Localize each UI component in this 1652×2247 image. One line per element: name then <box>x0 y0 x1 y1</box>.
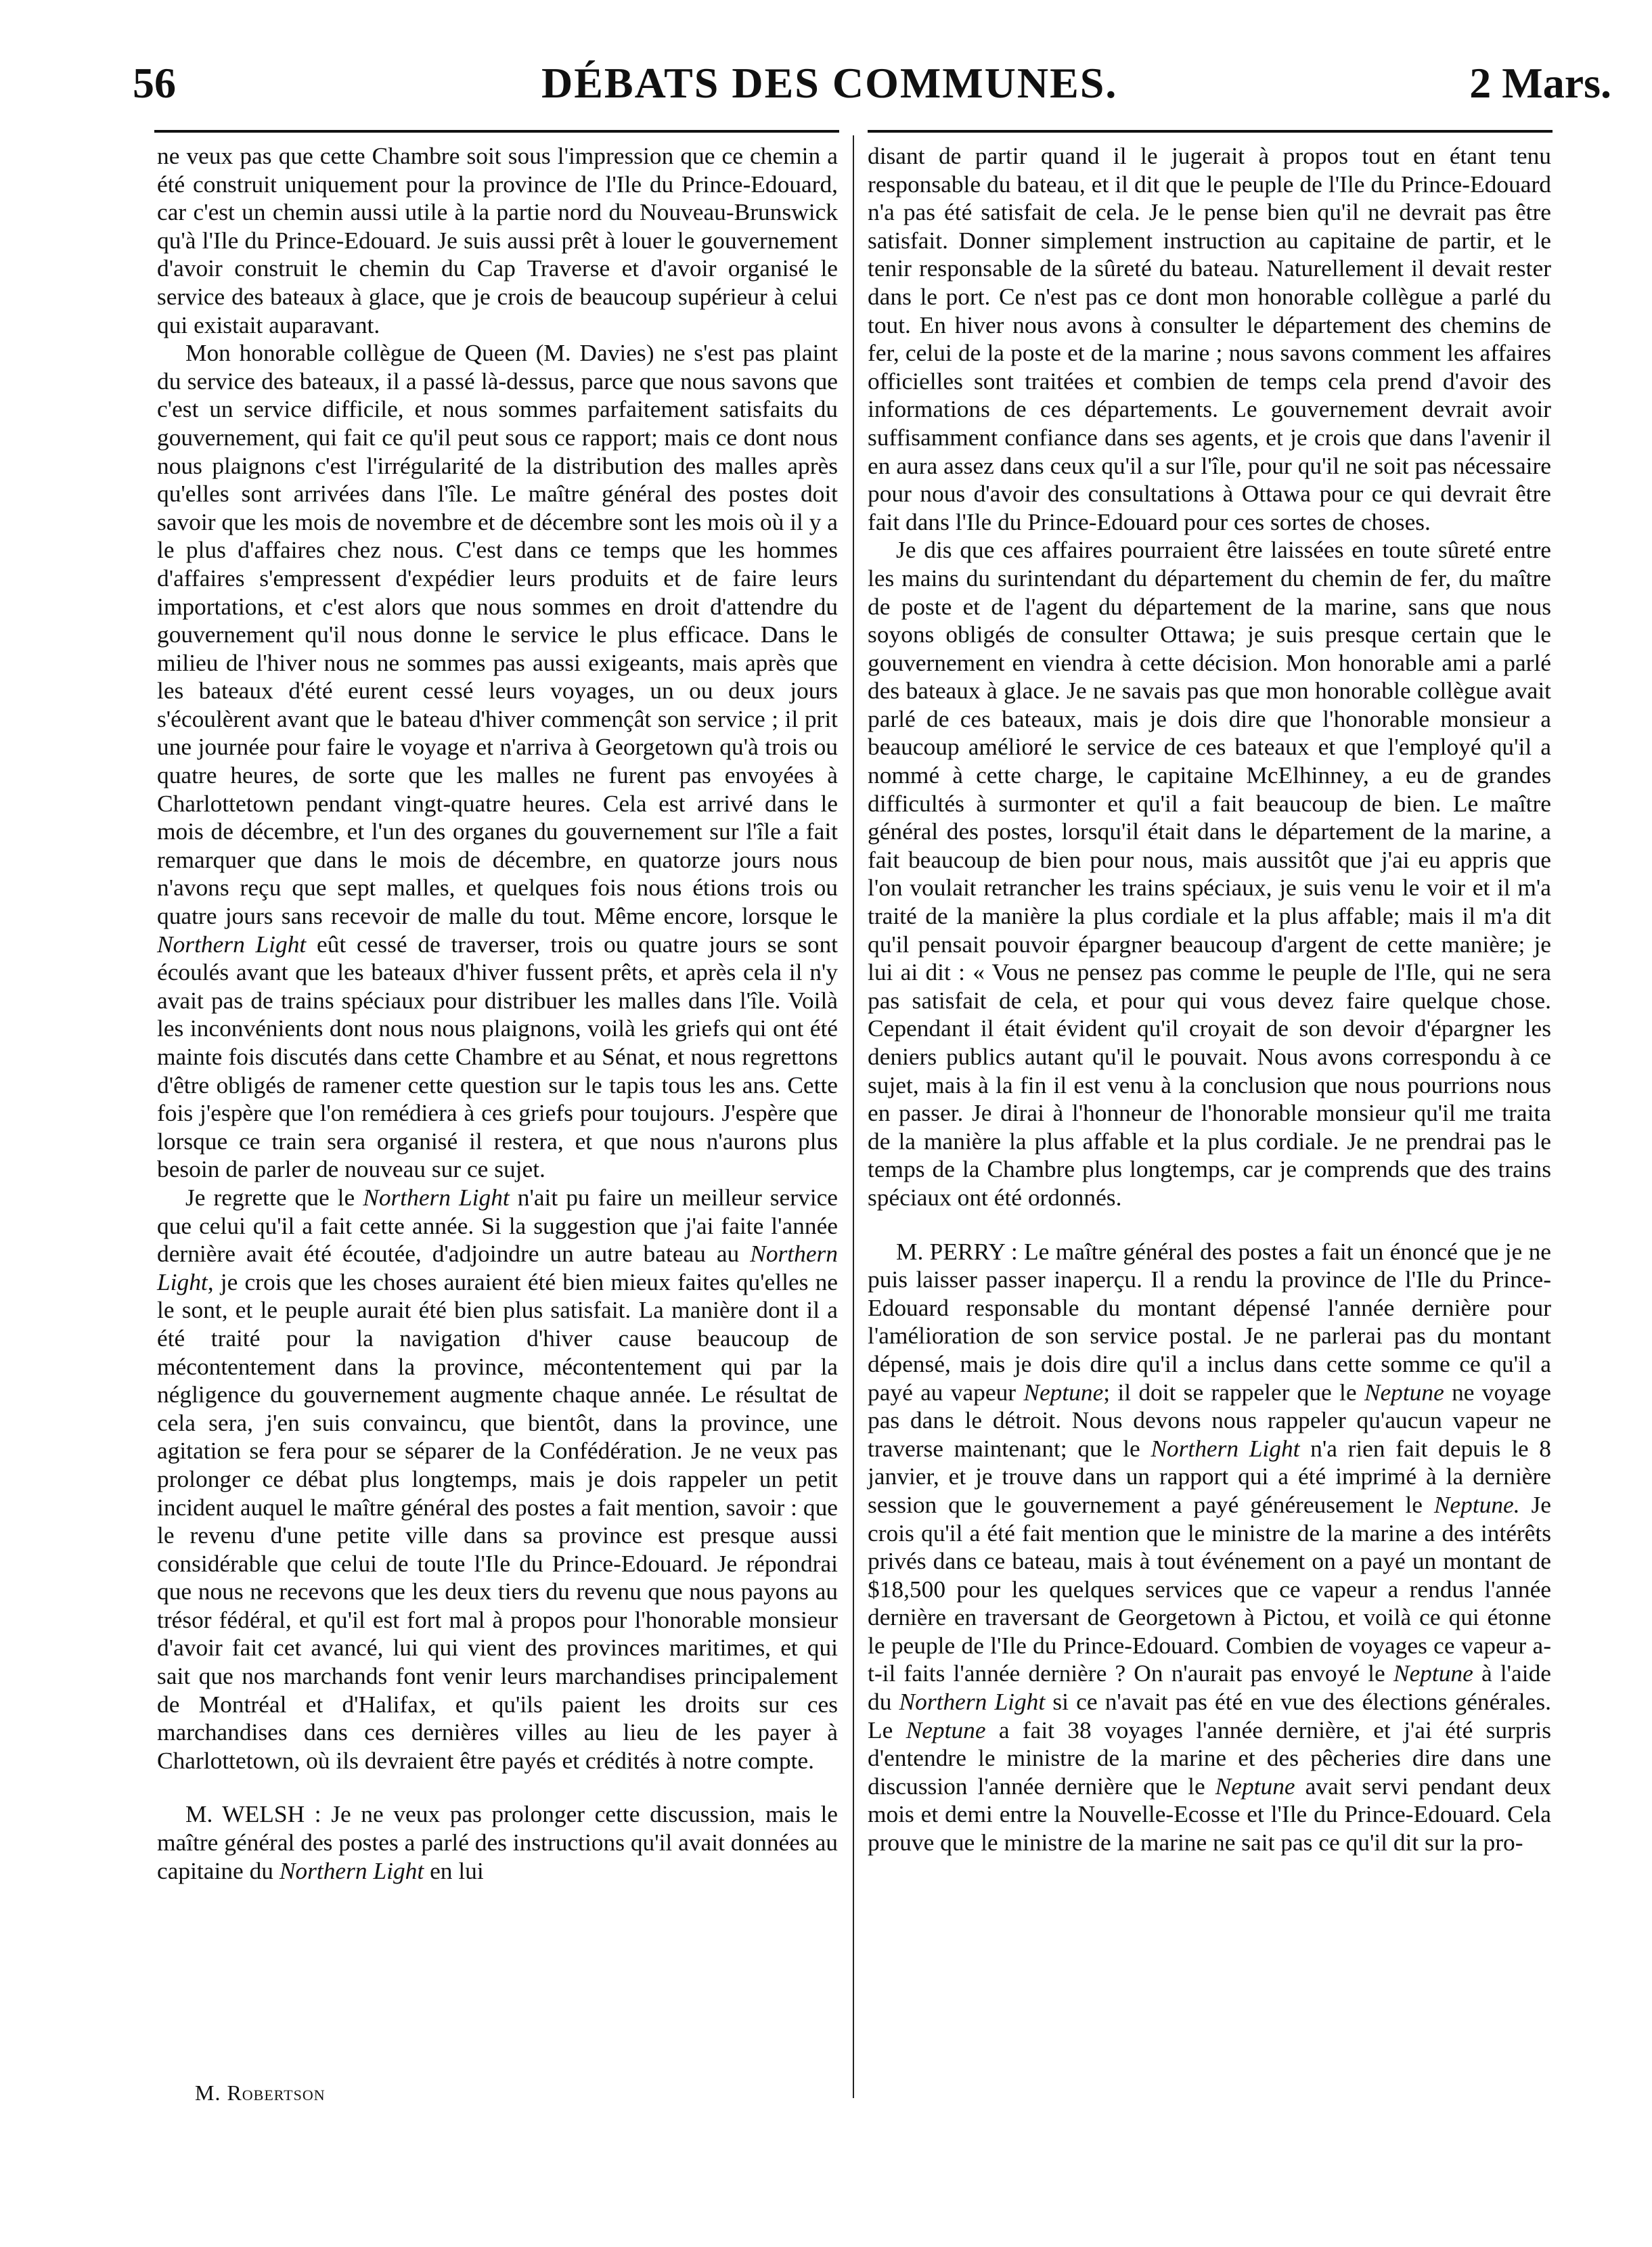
paragraph: ne veux pas que cette Chambre soit sous l'impression que ce chemin a été construit uniquement pour la province de l'Ile du Prince-Edouard, car c'est un chemin aussi utile à la partie nord du Nouveau-Brunswick qu'à l'Ile du Prince-Edouard. Je suis aussi prêt à louer le gouvernement d'avoir construit le chemin du Cap Traverse et d'avoir organisé le service des bateaux à glace, que je crois de beaucoup supérieur à celui qui existait auparavant. <box>157 142 838 338</box>
left-column <box>157 142 838 1885</box>
column-divider <box>853 135 854 2098</box>
page-date: 2 Mars. <box>1469 59 1611 107</box>
paragraph: Je dis que ces affaires pourraient être laissées en toute sûreté entre les mains du surintendant du département du chemin de fer, du maître de poste et de l'agent du département de la marine, sans que nous soyons obligés de consulter Ottawa; je suis presque certain que le gouvernement en viendra à cette décision. Mon honorable ami a parlé des bateaux à glace. Je ne savais pas que mon honorable collègue avait parlé de ces bateaux, mais je dois dire que l'honorable monsieur a beaucoup amélioré le service de ces bateaux et que l'employé qu'il a nommé à cette charge, le capitaine McElhinney, a eu de grandes difficultés à surmonter et qu'il a fait beaucoup de bien. Le maître général des postes, lorsqu'il était dans le département de la marine, a fait beaucoup de bien pour nous, mais aussitôt que j'ai eu appris que l'on voulait retrancher les trains spéciaux, je suis venu le voir et il m'a traité de la manière la plus cordiale et la plus affable; mais il m'a dit qu'il pensait pouvoir épargner beaucoup d'argent de cette manière; je lui ai dit : « Vous ne pensez pas comme le peuple de l'Ile, qui ne sera pas satisfait de cela, et pour qui vous devez faire quelque chose. Cependant il était évident qu'il croyait de son devoir d'épargner les deniers publics autant qu'il le pouvait. Nous avons correspondu à ce sujet, mais à la fin il est venu à la conclusion que nous pourrions nous en passer. Je dirai à l'honneur de l'honorable monsieur qu'il me traita de la manière la plus affable et la plus cordiale. Je ne prendrai pas le temps de la Chambre plus longtemps, car je comprends que des trains spéciaux ont été ordonnés. <box>868 536 1551 1211</box>
header-rule-left <box>154 130 839 133</box>
speaker-name: M. WELSH : <box>185 1800 321 1828</box>
page-number: 56 <box>133 59 176 107</box>
header-rule-right <box>868 130 1553 133</box>
paragraph: disant de partir quand il le jugerait à propos tout en étant tenu responsable du bateau, et il dit que le peuple de l'Ile du Prince-Edouard n'a pas été satisfait de cela. Je le pense bien qu'il ne devrait pas être satisfait. Donner simplement instruction au capitaine de partir, et le tenir responsable de la sûreté du bateau. Naturellement il devait rester dans le port. Ce n'est pas ce dont mon honorable collègue a parlé du tout. En hiver nous avons à consulter le département des chemins de fer, celui de la poste et de la marine ; nous savons comment les affaires officielles sont traitées et combien de temps cela prend d'avoir des informations de ces départements. Le gouvernement devrait avoir suffisamment confiance dans ses agents, et je crois que dans l'avenir il en aura assez dans ceux qu'il a sur l'île, pour qu'il ne soit pas nécessaire pour nous d'avoir des consultations à Ottawa pour ce qui devrait être fait dans l'Ile du Prince-Edouard pour ces sortes de choses. <box>868 142 1551 535</box>
speaker-name: M. PERRY : <box>896 1237 1018 1265</box>
paragraph-perry: M. PERRY : Le maître général des postes a fait un énoncé que je ne puis laisser passer inaperçu. Il a rendu la province de l'Ile du Prince-Edouard responsable du montant dépensé l'année dernière pour l'amélioration de son service postal. Je ne parlerai pas du montant dépensé, mais je dois dire qu'il a inclus dans cette somme ce qu'il a payé au vapeur Neptune; il doit se rappeler que le Neptune ne voyage pas dans le détroit. Nous devons nous rappeler qu'aucun vapeur ne traverse maintenant; que le Northern Light n'a rien fait depuis le 8 janvier, et je trouve dans un rapport qui a été imprimé à la dernière session que le gouvernement a payé généreusement le Neptune. Je crois qu'il a été fait mention que le ministre de la marine a des intérêts privés dans ce bateau, mais à tout événement on a payé un montant de $18,500 pour les quelques services que ce vapeur a rendus l'année dernière en traversant de Georgetown à Pictou, et voilà ce qui étonne le peuple de l'Ile du Prince-Edouard. Combien de voyages ce vapeur a-t-il faits l'année dernière ? On n'aurait pas envoyé le Neptune à l'aide du Northern Light si ce n'avait pas été en vue des élections générales. Le Neptune a fait 38 voyages l'année dernière, et j'ai été surpris d'entendre le ministre de la marine et des pêcheries dire dans une discussion l'année dernière que le Neptune avait servi pendant deux mois et demi entre la Nouvelle-Ecosse et l'Ile du Prince-Edouard. Cela prouve que le ministre de la marine ne sait pas ce qu'il dit sur la pro- <box>868 1237 1551 1856</box>
paragraph: Je regrette que le Northern Light n'ait pu faire un meilleur service que celui qu'il a fait cette année. Si la suggestion que j'ai faite l'année dernière avait été écoutée, d'adjoindre un autre bateau au Northern Light, je crois que les choses auraient été bien mieux faites qu'elles ne le sont, et le peuple aurait été bien plus satisfait. La manière dont il a été traité pour la navigation d'hiver cause beaucoup de mécontentement dans la province, mécontentement qui par la négligence du gouvernement augmente chaque année. Le résultat de cela sera, j'en suis convaincu, que bientôt, dans la province, une agitation se fera pour se séparer de la Confédération. Je ne veux pas prolonger ce débat plus longtemps, mais je dois rappeler un petit incident auquel le maître général des postes a fait mention, savoir : que le revenu d'une petite ville dans sa province est presque aussi considérable que celui de toute l'Ile du Prince-Edouard. Je répondrai que nous ne recevons que les deux tiers du revenu que nous payons au trésor fédéral, et qu'il est fort mal à propos pour l'honorable monsieur d'avoir fait cet avancé, lui qui vient des provinces maritimes, et qui sait que nos marchands font venir leurs marchandises principalement de Montréal et d'Halifax, et qu'ils paient les droits sur ces marchandises dans ces dernières villes au lieu de les payer à Charlottetown, où ils devraient être payés et crédités à notre compte. <box>157 1183 838 1774</box>
paragraph-welsh: M. WELSH : Je ne veux pas prolonger cette discussion, mais le maître général des postes a parlé des instructions qu'il avait données au capitaine du Northern Light en lui <box>157 1800 838 1884</box>
footer-signature: M. Robertson <box>195 2081 326 2105</box>
page-title: DÉBATS DES COMMUNES. <box>541 59 1118 107</box>
paragraph: Mon honorable collègue de Queen (M. Davies) ne s'est pas plaint du service des bateaux, il a passé là-dessus, parce que nous savons que c'est un service difficile, et nous sommes parfaitement satisfaits du gouvernement, qui fait ce qu'il peut sous ce rapport; mais ce dont nous nous plaignons c'est l'irrégularité de la distribution des malles après qu'elles sont arrivées dans l'île. Le maître général des postes doit savoir que les mois de novembre et de décembre sont les mois où il y a le plus d'affaires chez nous. C'est dans ce temps que les hommes d'affaires s'empressent d'expédier leurs produits et de faire leurs importations, et c'est alors que nous sommes en droit d'attendre du gouvernement qu'il nous donne le service le plus efficace. Dans le milieu de l'hiver nous ne sommes pas aussi exigeants, mais après que les bateaux d'été eurent cessé leurs voyages, un ou deux jours s'écoulèrent avant que le bateau d'hiver commençât son service ; il prit une journée pour faire le voyage et n'arriva à Georgetown qu'à trois ou quatre heures, de sorte que les malles ne furent pas envoyées à Charlottetown pendant vingt-quatre heures. Cela est arrivé dans le mois de décembre, et l'un des organes du gouvernement sur l'île a fait remarquer que dans le mois de décembre, en quatorze jours nous n'avons reçu que sept malles, et quelques fois nous étions trois ou quatre jours sans recevoir de malle du tout. Même encore, lorsque le Northern Light eût cessé de traverser, trois ou quatre jours se sont écoulés avant que les bateaux d'hiver fussent prêts, et après cela il n'y avait pas de trains spéciaux pour distribuer les malles dans l'île. Voilà les inconvénients dont nous nous plaignons, voilà les griefs qui ont été mainte fois discutés dans cette Chambre et au Sénat, et nous regrettons d'être obligés de ramener cette question sur le tapis tous les ans. Cette fois j'espère que l'on remédiera à ces griefs pour toujours. J'espère que lorsque ce train sera organisé il restera, et que nous n'aurons plus besoin de parler de nouveau sur ce sujet. <box>157 339 838 1183</box>
right-column <box>868 142 1551 1857</box>
